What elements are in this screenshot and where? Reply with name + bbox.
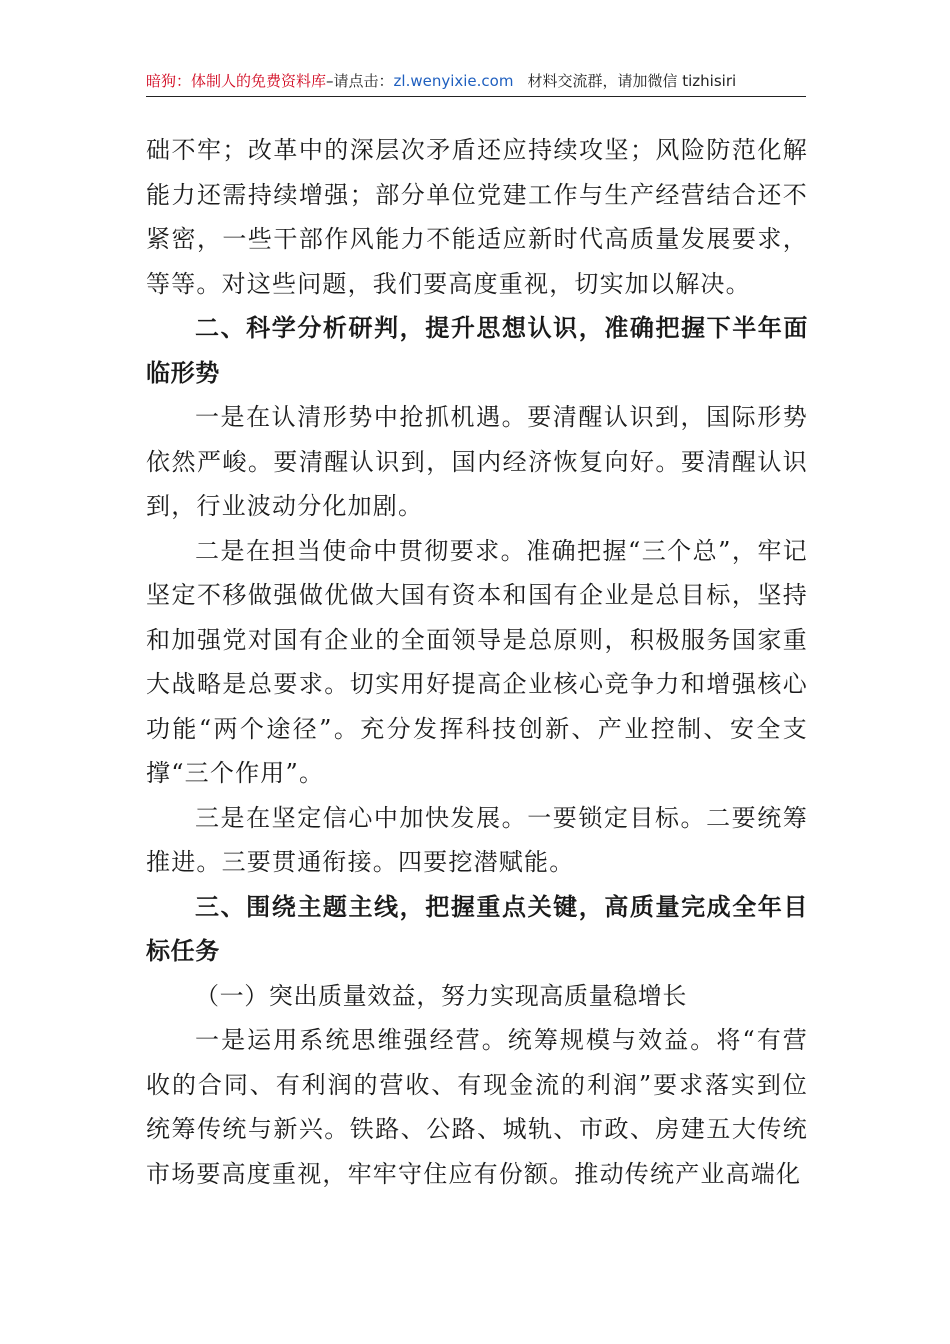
document-body — [146, 128, 808, 1196]
header-brand: 暗狗：体制人的免费资料库 — [146, 72, 327, 90]
paragraph-4: 三是在坚定信心中加快发展。一要锁定目标。二要统筹推进。三要贯通衔接。四要挖潜赋能。 — [146, 803, 808, 876]
header-prompt: –请点击： — [326, 72, 394, 90]
header-link[interactable]: zl.wenyixie.com — [393, 72, 514, 90]
paragraph-3: 二是在担当使命中贯彻要求。准确把握“三个总”，牢记坚定不移做强做优做大国有资本和国有企业是总目标，坚持和加强党对国有企业的全面领导是总原则，积极服务国家重大战略是总要求。切实用好提高企业核心竞争力和增强核心功能“两个途径”。充分发挥科技创新、产业控制、安全支撑“三个作用”。 — [146, 536, 808, 787]
section-heading-2: 二、科学分析研判，提升思想认识，准确把握下半年面临形势 — [146, 314, 808, 387]
section-heading-3: 三、围绕主题主线，把握重点关键，高质量完成全年目标任务 — [146, 892, 808, 965]
subsection-heading-1: （一）突出质量效益，努力实现高质量稳增长 — [195, 981, 687, 1010]
header-group-info: 材料交流群，请加微信 tizhisiri — [527, 72, 737, 90]
page-header — [146, 66, 806, 97]
paragraph-2: 一是在认清形势中抢抓机遇。要清醒认识到，国际形势依然严峻。要清醒认识到，国内经济恢复向好。要清醒认识到，行业波动分化加剧。 — [146, 403, 808, 520]
paragraph-5: 一是运用系统思维强经营。统筹规模与效益。将“有营收的合同、有利润的营收、有现金流的利润”要求落实到位统筹传统与新兴。铁路、公路、城轨、市政、房建五大传统市场要高度重视，牢牢守住应有份额。推动传统产业高端化 — [146, 1026, 808, 1188]
paragraph-1: 础不牢；改革中的深层次矛盾还应持续攻坚；风险防范化解能力还需持续增强；部分单位党建工作与生产经营结合还不紧密，一些干部作风能力不能适应新时代高质量发展要求，等等。对这些问题，我们要高度重视，切实加以解决。 — [146, 136, 808, 298]
